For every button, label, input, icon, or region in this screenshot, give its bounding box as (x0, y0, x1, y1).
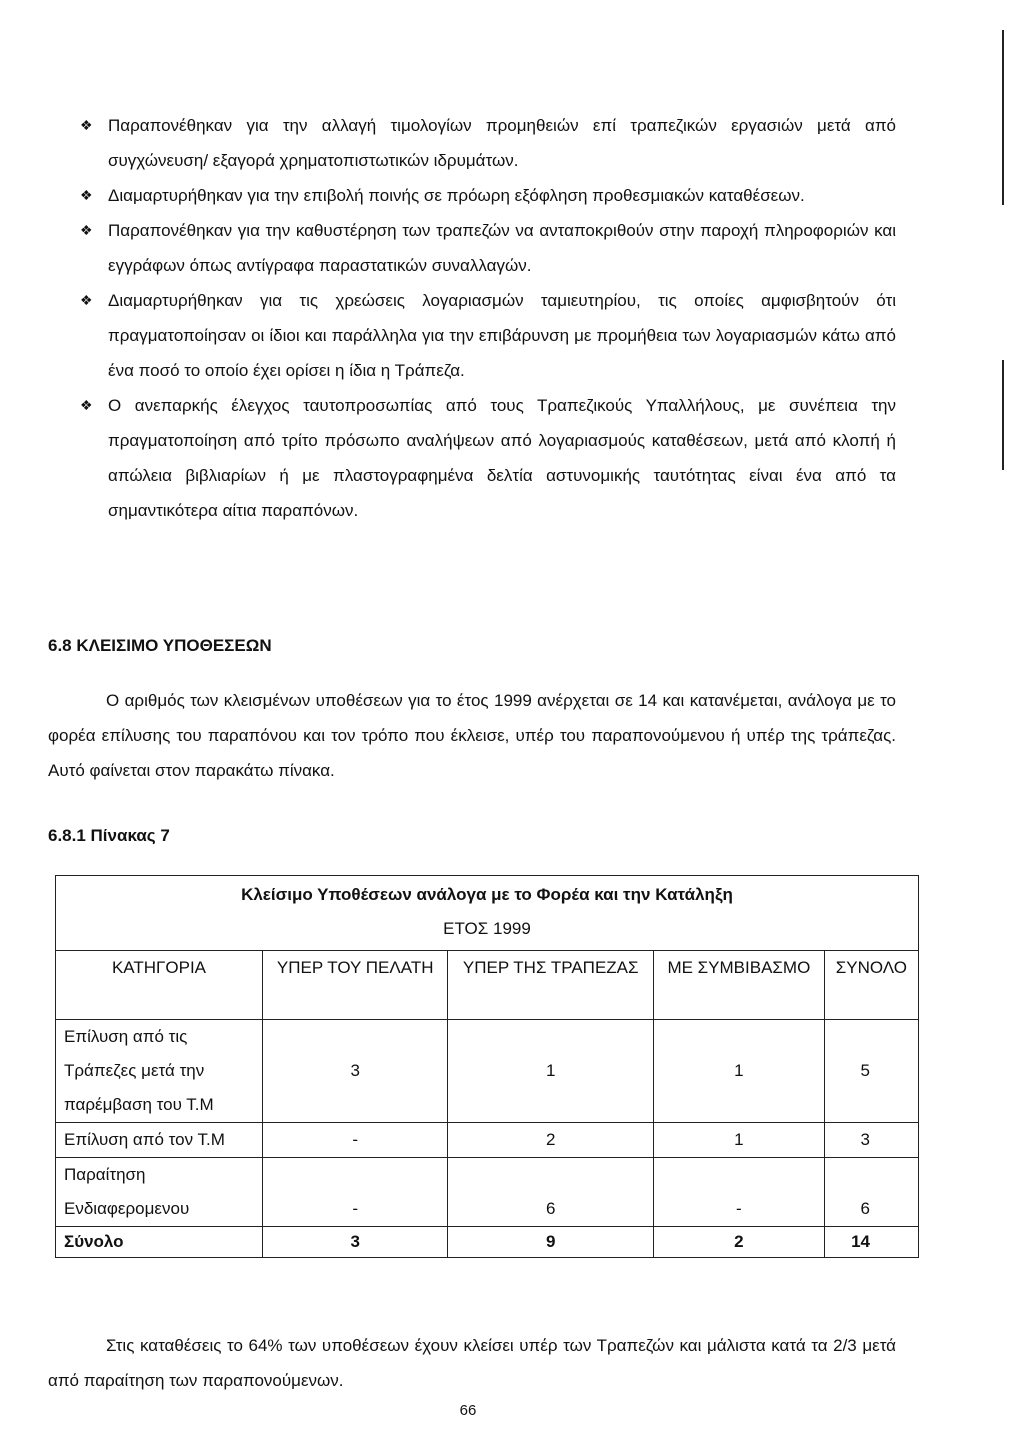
bullet-item (80, 213, 896, 283)
table-heading: 6.8.1 Πίνακας 7 (48, 826, 170, 845)
table-total-row (56, 1227, 919, 1258)
header-customer: ΥΠΕΡ ΤΟΥ ΠΕΛΑΤΗ (263, 951, 448, 1020)
table-row (56, 1020, 919, 1123)
row-category: Επίλυση από τον Τ.Μ (56, 1123, 263, 1158)
table-year: ΕΤΟΣ 1999 (443, 919, 531, 938)
cell-total: 3 (824, 1123, 918, 1158)
bullet-text: Ο ανεπαρκής έλεγχος ταυτοπροσωπίας από τους Τραπεζικούς Υπαλλήλους, με συνέπεια την πραγματοποίηση από τρίτο πρόσωπο αναλήψεων από λογαριασμούς καταθέσεων, μετά από κλοπή ή απώλεια βιβλιαρίων ή με πλαστογραφημένα δελτία αστυνομικής ταυτότητας είναι ένα από τα σημαντικότερα αίτια παραπόνων. (108, 396, 896, 520)
cell-customer: - (263, 1158, 448, 1227)
row-category: Παραίτηση Ενδιαφερομενου (56, 1158, 263, 1227)
cell-settlement: 1 (654, 1123, 825, 1158)
total-settlement: 2 (654, 1227, 825, 1258)
page-number: 66 (459, 1402, 477, 1419)
diamond-bullet-icon: ❖ (80, 187, 93, 203)
row-category: Επίλυση από τις Τράπεζες μετά την παρέμβαση του Τ.Μ (56, 1020, 263, 1123)
cell-total: 5 (824, 1020, 918, 1123)
header-category: ΚΑΤΗΓΟΡΙΑ (56, 951, 263, 1020)
diamond-bullet-icon: ❖ (80, 222, 93, 238)
cell-total: 6 (824, 1158, 918, 1227)
header-total: ΣΥΝΟΛΟ (824, 951, 918, 1020)
cases-closing-table (55, 875, 919, 1258)
total-overall: 14 (824, 1227, 918, 1258)
scan-edge-line-top (1002, 30, 1004, 205)
diamond-bullet-icon: ❖ (80, 117, 93, 133)
bullet-text: Διαμαρτυρήθηκαν για την επιβολή ποινής σε πρόωρη εξόφληση προθεσμιακών καταθέσεων. (108, 186, 805, 205)
bullet-text: Παραπονέθηκαν για την καθυστέρηση των τραπεζών να ανταποκριθούν στην παροχή πληροφοριών και εγγράφων όπως αντίγραφα παραστατικών συναλλαγών. (108, 221, 896, 275)
complaints-bullet-list (80, 108, 896, 528)
total-customer: 3 (263, 1227, 448, 1258)
section-heading: 6.8 ΚΛΕΙΣΙΜΟ ΥΠΟΘΕΣΕΩΝ (48, 636, 272, 655)
table-title: Κλείσιμο Υποθέσεων ανάλογα με το Φορέα και την Κατάληξη (241, 885, 733, 904)
closing-paragraph: Στις καταθέσεις το 64% των υποθέσεων έχουν κλείσει υπέρ των Τραπεζών και μάλιστα κατά τα 2/3 μετά από παραίτηση των παραπονούμενων. (48, 1336, 896, 1390)
cell-bank: 6 (448, 1158, 654, 1227)
bullet-text: Διαμαρτυρήθηκαν για τις χρεώσεις λογαριασμών ταμιευτηρίου, τις οποίες αμφισβητούν ότι πραγματοποίησαν οι ίδιοι και παράλληλα για την επιβάρυνση με προμήθεια των λογαριασμών κάτω από ένα ποσό το οποίο έχει ορίσει η ίδια η Τράπεζα. (108, 291, 896, 380)
table-title-row (56, 876, 919, 951)
table-row (56, 1158, 919, 1227)
cell-settlement: - (654, 1158, 825, 1227)
diamond-bullet-icon: ❖ (80, 397, 93, 413)
scan-edge-line-middle (1002, 360, 1004, 470)
cell-customer: - (263, 1123, 448, 1158)
table-header-row (56, 951, 919, 1020)
bullet-text: Παραπονέθηκαν για την αλλαγή τιμολογίων προμηθειών επί τραπεζικών εργασιών μετά από συγχώνευση/ εξαγορά χρηματοπιστωτικών ιδρυμάτων. (108, 116, 896, 170)
table-title-cell (56, 876, 919, 951)
diamond-bullet-icon: ❖ (80, 292, 93, 308)
total-label: Σύνολο (56, 1227, 263, 1258)
bullet-item (80, 388, 896, 528)
header-bank: ΥΠΕΡ ΤΗΣ ΤΡΑΠΕΖΑΣ (448, 951, 654, 1020)
table-row (56, 1123, 919, 1158)
cell-bank: 2 (448, 1123, 654, 1158)
bullet-item (80, 178, 896, 213)
cell-settlement: 1 (654, 1020, 825, 1123)
cell-customer: 3 (263, 1020, 448, 1123)
bullet-item (80, 108, 896, 178)
bullet-item (80, 283, 896, 388)
header-settlement: ΜΕ ΣΥΜΒΙΒΑΣΜΟ (654, 951, 825, 1020)
cell-bank: 1 (448, 1020, 654, 1123)
section-intro-paragraph: Ο αριθμός των κλεισμένων υποθέσεων για το έτος 1999 ανέρχεται σε 14 και κατανέμεται, ανάλογα με το φορέα επίλυσης του παραπόνου και τον τρόπο που έκλεισε, υπέρ του παραπονούμενου ή υπέρ της τράπεζας. Αυτό φαίνεται στον παρακάτω πίνακα. (48, 691, 896, 780)
total-bank: 9 (448, 1227, 654, 1258)
